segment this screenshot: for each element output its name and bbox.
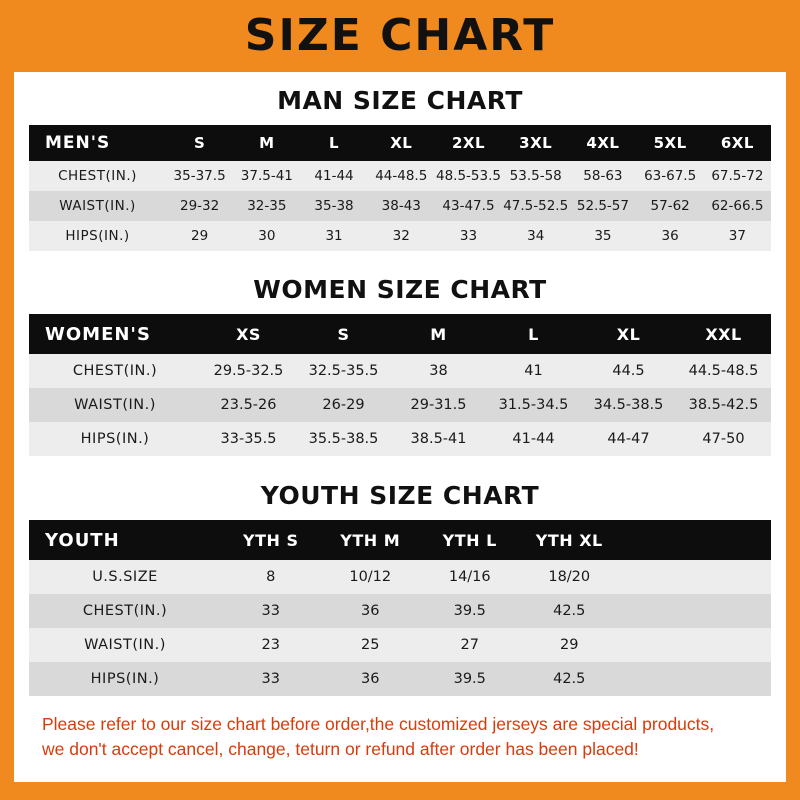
table-cell: 35.5-38.5 [308,431,379,447]
table-cell-spacer [619,628,771,662]
table-row [29,594,771,628]
table-cell: 38.5-42.5 [688,397,759,413]
man-size-table [29,125,771,251]
table-cell: 53.5-58 [509,168,562,184]
column-header: 5XL [653,134,687,152]
row-label: U.S.SIZE [92,569,158,585]
table-cell: 33 [261,671,280,687]
table-cell: 33 [261,603,280,619]
table-cell: 41-44 [512,431,555,447]
table-header-row [29,314,771,354]
table-row [29,354,771,388]
table-cell: 63-67.5 [644,168,697,184]
table-cell: 37.5-41 [240,168,293,184]
table-cell: 27 [460,637,479,653]
column-header: 6XL [720,134,754,152]
column-header: S [193,134,206,152]
row-label: HIPS(IN.) [80,431,150,447]
chart-content [14,72,786,772]
table-cell: 47.5-52.5 [503,198,569,214]
table-cell: 26-29 [322,397,365,413]
table-cell: 48.5-53.5 [435,168,501,184]
row-label: WAIST(IN.) [59,198,136,214]
women-size-table [29,314,771,456]
table-cell: 36 [661,228,679,244]
column-header: YTH M [340,530,401,550]
table-cell: 29 [191,228,209,244]
table-cell: 32.5-35.5 [308,363,379,379]
youth-table-body [29,560,771,696]
table-cell: 38-43 [381,198,421,214]
column-header: WOMEN'S [45,323,151,345]
table-row [29,388,771,422]
table-cell-spacer [619,662,771,696]
row-label: WAIST(IN.) [74,397,156,413]
table-header-row [29,125,771,161]
table-cell: 38 [429,363,448,379]
table-cell: 29.5-32.5 [213,363,284,379]
women-section-title: WOMEN SIZE CHART [253,275,547,304]
row-label: HIPS(IN.) [90,671,160,687]
row-label: CHEST(IN.) [82,603,168,619]
table-cell: 41 [524,363,543,379]
table-row [29,191,771,221]
column-header: 2XL [451,134,486,152]
column-header: L [528,324,539,344]
table-cell: 18/20 [548,569,591,585]
column-header: 4XL [586,134,620,152]
column-header: XL [390,134,413,152]
man-table-header [29,125,771,161]
table-cell: 34 [527,228,545,244]
table-cell: 29 [560,637,579,653]
table-cell: 47-50 [702,431,745,447]
column-header: XS [236,324,261,344]
table-cell: 31.5-34.5 [498,397,569,413]
footer-note-line-1: Please refer to our size chart before order,the customized jerseys are special products, [42,714,715,734]
table-cell: 44.5 [612,363,645,379]
women-table-body [29,354,771,456]
column-header: S [337,324,350,344]
column-header: MEN'S [45,133,111,153]
table-cell-spacer [619,594,771,628]
table-cell: 35 [594,228,612,244]
table-cell: 29-32 [179,198,220,214]
table-cell: 29-31.5 [410,397,467,413]
row-label: WAIST(IN.) [84,637,166,653]
table-cell: 44-47 [607,431,650,447]
table-cell: 39.5 [453,671,486,687]
table-cell: 14/16 [448,569,491,585]
column-header: M [430,324,447,344]
table-row [29,628,771,662]
man-table-body [29,161,771,251]
table-cell: 34.5-38.5 [593,397,664,413]
table-cell: 35-38 [314,198,354,214]
table-cell: 32-35 [247,198,287,214]
column-header: 3XL [519,134,553,152]
man-section-title: MAN SIZE CHART [277,86,523,115]
table-cell: 67.5-72 [711,168,764,184]
column-header: YOUTH [45,529,120,551]
table-cell: 52.5-57 [576,198,629,214]
table-cell: 44-48.5 [375,168,428,184]
table-cell: 31 [325,228,343,244]
table-cell: 42.5 [553,603,586,619]
table-cell: 33 [459,228,478,244]
table-cell: 38.5-41 [410,431,467,447]
table-cell: 35-37.5 [173,168,226,184]
table-row [29,221,771,251]
women-table-header [29,314,771,354]
row-label: CHEST(IN.) [72,363,158,379]
youth-table-header [29,520,771,560]
table-cell: 25 [361,637,380,653]
table-cell-spacer [619,560,771,594]
table-cell: 23.5-26 [220,397,277,413]
table-cell: 30 [258,228,276,244]
table-cell: 57-62 [650,198,690,214]
column-header: M [259,134,275,152]
column-header: YTH S [243,530,299,550]
column-header: YTH XL [535,530,603,550]
table-cell: 39.5 [453,603,486,619]
column-header-spacer [619,520,771,560]
row-label: CHEST(IN.) [58,168,137,184]
table-cell: 36 [361,603,380,619]
banner [14,0,786,72]
youth-size-table [29,520,771,696]
bottom-accent-bar [14,782,786,800]
row-label: HIPS(IN.) [65,228,130,244]
table-cell: 36 [361,671,380,687]
column-header: XL [616,324,641,344]
footer-note [42,712,758,763]
footer-note-line-2: we don't accept cancel, change, teturn or refund after order has been placed! [42,739,639,760]
youth-section-title: YOUTH SIZE CHART [260,481,540,510]
column-header: YTH L [442,530,497,550]
table-cell: 37 [728,228,746,244]
table-cell: 43-47.5 [442,198,495,214]
table-row [29,161,771,191]
column-header: XXL [705,324,742,344]
table-cell: 33-35.5 [220,431,277,447]
table-cell: 41-44 [314,168,354,184]
column-header: L [329,134,340,152]
table-cell: 32 [392,228,410,244]
table-row [29,560,771,594]
table-cell: 62-66.5 [711,198,764,214]
table-cell: 10/12 [349,569,392,585]
table-cell: 8 [266,569,276,585]
table-header-row [29,520,771,560]
table-cell: 42.5 [553,671,586,687]
table-row [29,662,771,696]
table-cell: 58-63 [583,168,623,184]
table-cell: 44.5-48.5 [688,363,759,379]
page-title: SIZE CHART [244,10,556,61]
table-row [29,422,771,456]
table-cell: 23 [261,637,280,653]
